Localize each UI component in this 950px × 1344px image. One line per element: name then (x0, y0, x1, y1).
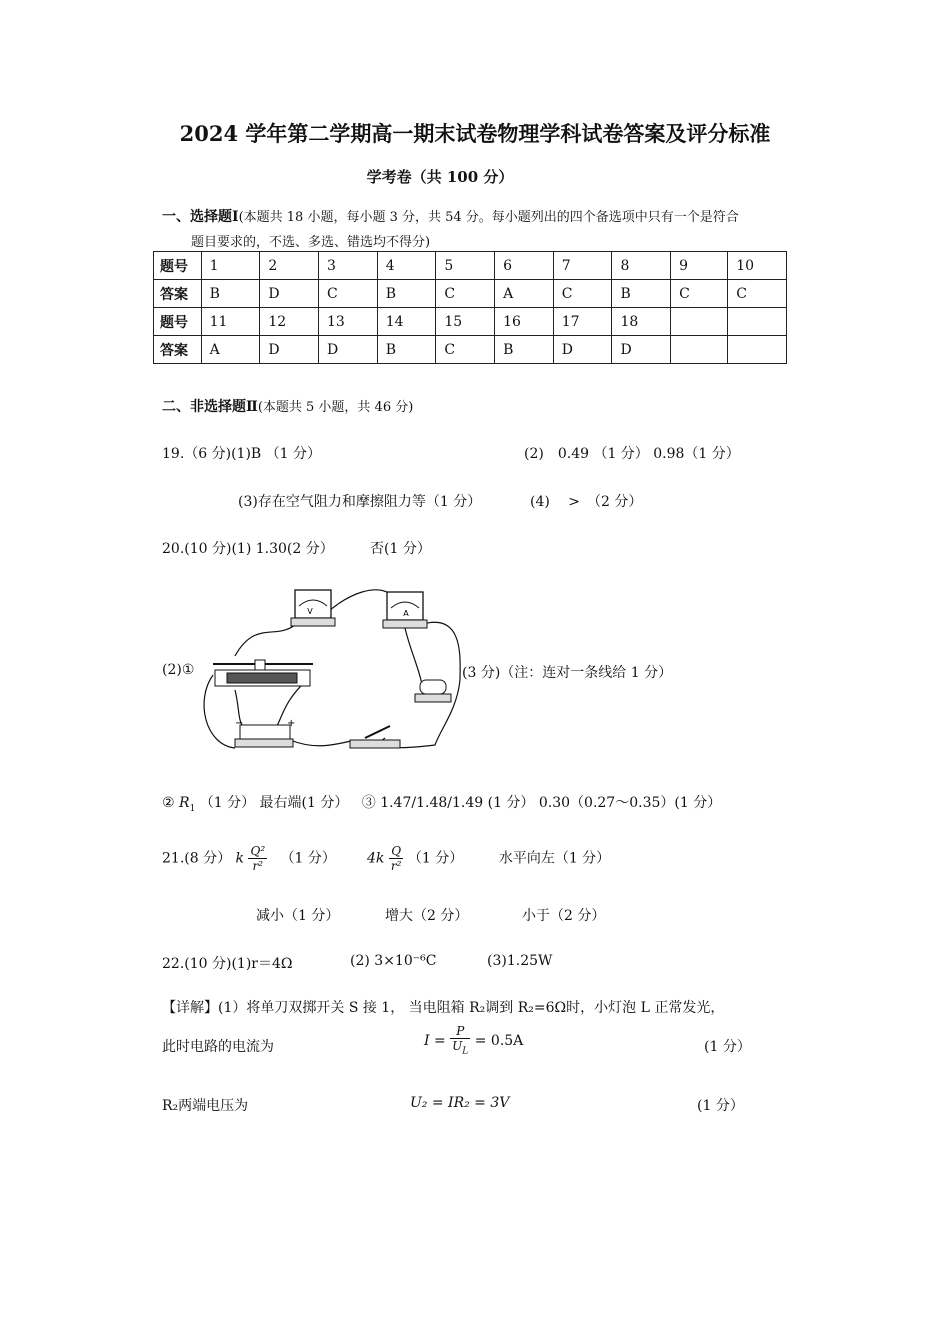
section1-desc-line2: 题目要求的，不选、多选、错选均不得分) (191, 235, 431, 250)
q20-r-sub: 1 (189, 803, 196, 814)
q20-line1b: 否(1 分） (370, 541, 431, 557)
wire (290, 740, 355, 746)
table-cell: 9 (671, 252, 728, 280)
table-cell: B (377, 280, 436, 308)
q19-part3: (3)存在空气阻力和摩擦阻力等（1 分） (238, 494, 482, 510)
q20-line3-b: （1 分） 最右端(1 分） (199, 795, 349, 811)
table-cell (671, 308, 728, 336)
table-cell: 7 (553, 252, 612, 280)
section1-heading-line (162, 206, 739, 226)
q22-line1-a: 22.(10 分)(1)r＝4Ω (162, 956, 293, 972)
page-title: 2024 学年第二学期高一期末试卷物理学科试卷答案及评分标准 (179, 121, 771, 146)
table-cell: D (319, 336, 378, 364)
battery-plus: + (287, 718, 296, 729)
table-cell: 8 (612, 252, 671, 280)
page-subtitle: 学考卷（共 100 分） (366, 168, 514, 186)
q22-eq1-lhs: I = (424, 1033, 446, 1050)
wire (405, 628, 423, 690)
table-cell: 12 (260, 308, 319, 336)
table-cell: C (436, 336, 495, 364)
q22-line1-b: (2) 3×10⁻⁶C (350, 953, 437, 969)
table-cell: B (201, 280, 260, 308)
table-cell: 13 (319, 308, 378, 336)
table-cell: 15 (436, 308, 495, 336)
wire (235, 625, 295, 656)
q20-line3-d: 1.47/1.48/1.49 (1 分） 0.30（0.27～0.35）(1 分） (380, 795, 722, 811)
battery (235, 718, 295, 747)
table-cell: D (553, 336, 612, 364)
table-cell: 5 (436, 252, 495, 280)
table-row (154, 336, 787, 364)
q19-part2: (2) 0.49 （1 分） 0.98（1 分） (524, 446, 740, 462)
section2-heading: 二、非选择题Ⅱ (162, 399, 258, 415)
q21-fraction-2 (389, 844, 404, 873)
q21-f2-score: （1 分） (407, 850, 464, 867)
q20-line1: 20.(10 分)(1) 1.30(2 分） (162, 541, 334, 557)
switch (350, 726, 400, 748)
q21-line2-c: 小于（2 分） (522, 908, 606, 924)
q22-line-voltage: R₂两端电压为 (162, 1098, 249, 1114)
battery-minus: − (235, 718, 244, 729)
q20-circle-3: ③ (361, 795, 376, 811)
q21-dir: 水平向左（1 分） (498, 850, 611, 867)
table-row (154, 252, 787, 280)
q21-f2-k: 4k (367, 850, 385, 867)
table-cell: C (436, 280, 495, 308)
q22-line-current: 此时电路的电流为 (162, 1039, 274, 1055)
q21-f2-den: r² (390, 859, 402, 873)
table-cell (671, 336, 728, 364)
q20-r: R (179, 795, 190, 811)
table-cell: C (728, 280, 787, 308)
table-cell: 3 (319, 252, 378, 280)
ammeter-label: A (403, 609, 409, 618)
row-label-a1: 答案 (154, 280, 202, 308)
table-cell: 11 (201, 308, 260, 336)
table-cell: D (612, 336, 671, 364)
q22-eq1-fraction (450, 1024, 470, 1058)
q22-eq1-num: P (450, 1024, 470, 1039)
row-label-q1: 题号 (154, 252, 202, 280)
ammeter (383, 592, 427, 628)
table-cell: C (319, 280, 378, 308)
q22-eq2: U₂ = IR₂ = 3V (410, 1095, 510, 1111)
table-row (154, 308, 787, 336)
q22-eq1 (424, 1024, 523, 1058)
table-cell: 2 (260, 252, 319, 280)
table-cell: 17 (553, 308, 612, 336)
table-cell: 14 (377, 308, 436, 336)
q21-f1-num: Q² (250, 844, 266, 858)
table-cell: B (495, 336, 554, 364)
section2-heading-line (162, 396, 413, 416)
voltmeter (291, 590, 335, 626)
rheostat (213, 660, 313, 686)
section1-desc-line1: (本题共 18 小题，每小题 3 分，共 54 分。每小题列出的四个备选项中只有一个是符合 (238, 210, 739, 225)
q21-line2-b: 增大（2 分） (385, 908, 469, 924)
q19-part4: (4) > （2 分） (530, 494, 643, 510)
row-label-a2: 答案 (154, 336, 202, 364)
q20-line3 (162, 792, 721, 814)
table-cell: 6 (495, 252, 554, 280)
table-cell: C (553, 280, 612, 308)
table-cell: 10 (728, 252, 787, 280)
table-cell (728, 336, 787, 364)
section1-heading: 一、选择题Ⅰ (162, 209, 239, 225)
q22-eq2-score: (1 分） (697, 1098, 744, 1114)
table-cell: A (495, 280, 554, 308)
table-row (154, 280, 787, 308)
q22-line1-c: (3)1.25W (487, 953, 553, 969)
q21-label: 21.(8 分） (162, 850, 232, 867)
table-cell: D (260, 336, 319, 364)
q22-eq1-den: U (452, 1039, 463, 1053)
q21-fraction-1 (248, 844, 267, 873)
q21-line2-a: 减小（1 分） (256, 908, 340, 924)
table-cell: 16 (495, 308, 554, 336)
q22-eq1-densub: L (462, 1046, 469, 1057)
table-cell: 1 (201, 252, 260, 280)
q19-part1: 19.（6 分)(1)B （1 分） (162, 446, 322, 462)
table-cell: A (201, 336, 260, 364)
q22-detail: 【详解】(1）将单刀双掷开关 S 接 1， 当电阻箱 R₂调到 R₂=6Ω时，小灯泡 L 正常发光， (162, 1000, 725, 1016)
lamp (415, 680, 451, 702)
table-cell: 18 (612, 308, 671, 336)
row-label-q2: 题号 (154, 308, 202, 336)
section2-desc: (本题共 5 小题，共 46 分) (257, 400, 414, 415)
q21-f1-den: r² (252, 859, 264, 873)
q22-eq1-score: (1 分） (704, 1039, 751, 1055)
q20-part2-note: (3 分)（注：连对一条线给 1 分） (462, 665, 673, 681)
table-cell: 4 (377, 252, 436, 280)
q21-line1 (162, 844, 610, 873)
circuit-diagram (195, 580, 465, 760)
table-cell: B (377, 336, 436, 364)
q20-part2-label: (2)① (162, 662, 195, 678)
q21-f2-num: Q (389, 844, 404, 859)
q22-eq1-rhs: = 0.5A (474, 1033, 524, 1050)
q21-f1-score: （1 分） (280, 850, 336, 867)
answer-table (153, 251, 787, 364)
table-cell: C (671, 280, 728, 308)
q20-circle-2: ② (162, 795, 175, 811)
table-cell: D (260, 280, 319, 308)
table-cell: B (612, 280, 671, 308)
table-cell (728, 308, 787, 336)
voltmeter-label: V (307, 607, 313, 616)
q21-f1-k: k (235, 850, 245, 867)
